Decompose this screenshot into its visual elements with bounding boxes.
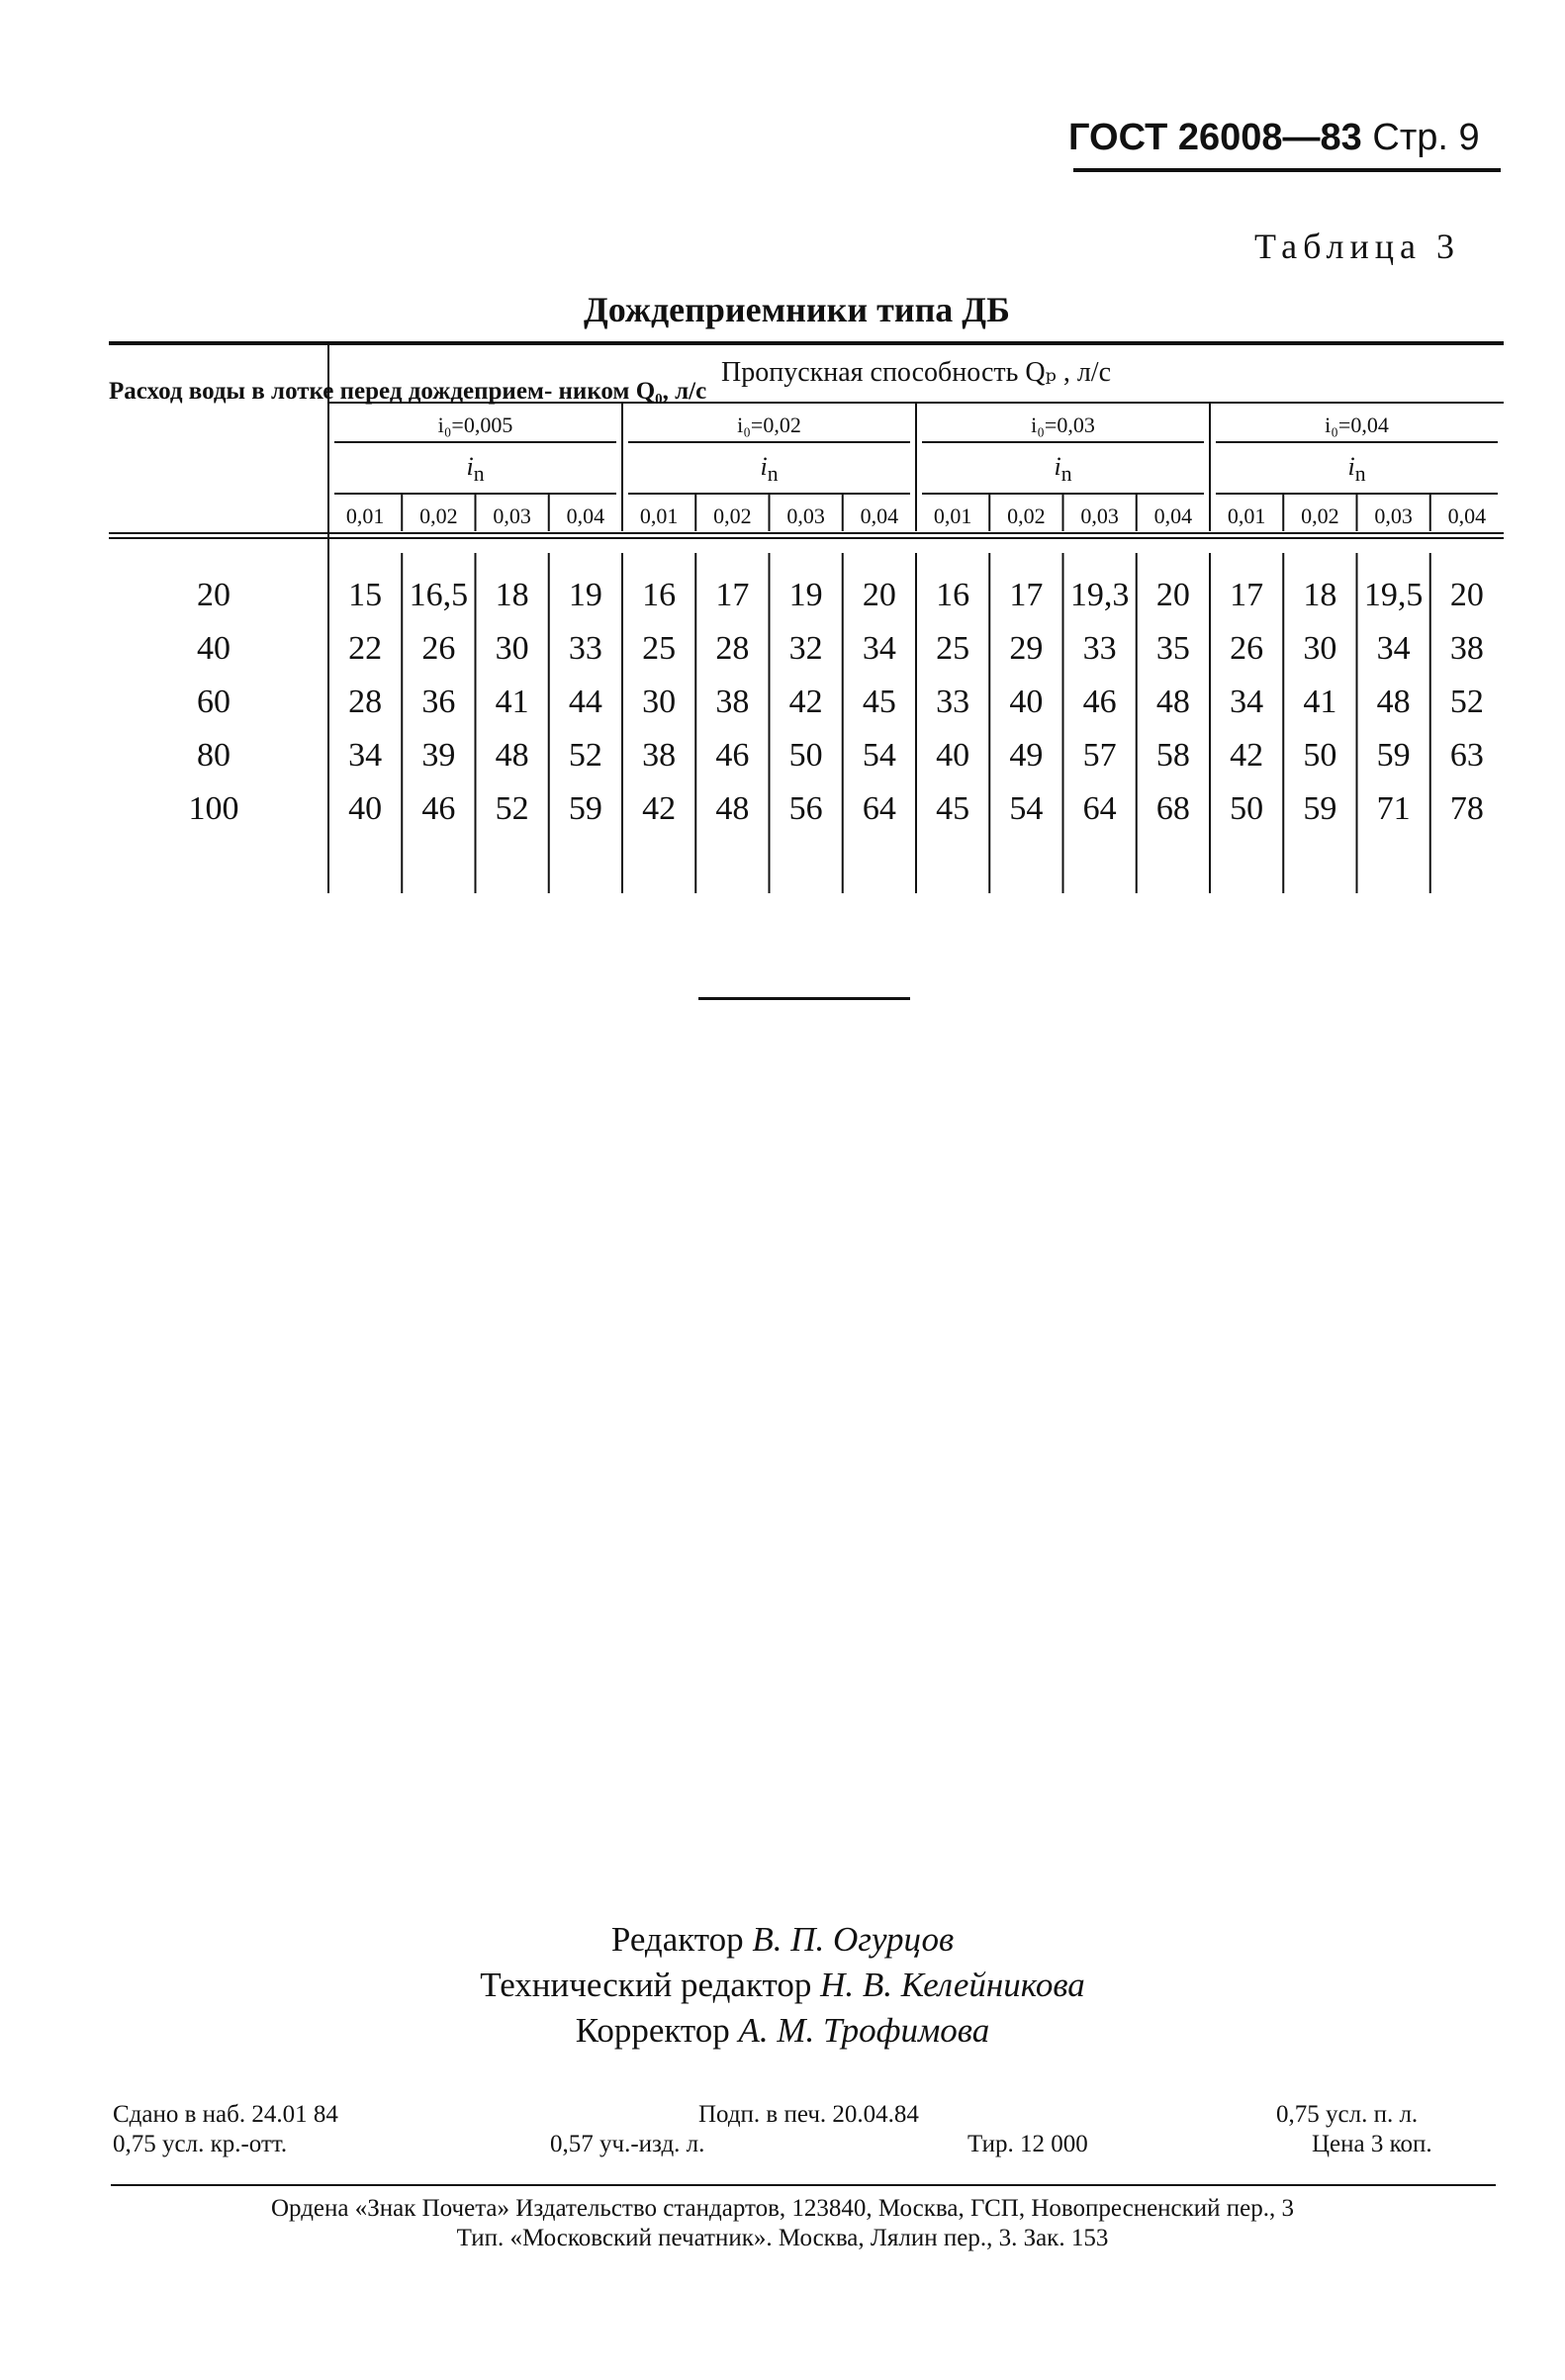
- capacity-value: 48: [1376, 684, 1411, 720]
- capacity-value: 63: [1449, 737, 1484, 774]
- capacity-value: 41: [1303, 684, 1337, 720]
- capacity-value: 20: [1155, 577, 1190, 613]
- capacity-value: 68: [1155, 790, 1190, 827]
- capacity-value: 25: [642, 630, 677, 667]
- slope-index: n: [1354, 462, 1366, 487]
- slope-value: 0,04: [1153, 503, 1193, 528]
- capacity-value: 52: [1449, 684, 1484, 720]
- capacity-value: 26: [421, 630, 456, 667]
- capacity-value: 46: [715, 737, 750, 774]
- editor-name: В. П. Огурцов: [752, 1920, 955, 1959]
- capacity-value: 48: [1155, 684, 1190, 720]
- capacity-value: 42: [1230, 737, 1264, 774]
- standard-number: ГОСТ 26008—83: [1068, 117, 1362, 158]
- capacity-value: 17: [1009, 577, 1044, 613]
- capacity-value: 44: [568, 684, 602, 720]
- slope-subheader: [622, 452, 916, 487]
- capacity-value: 41: [495, 684, 529, 720]
- capacity-value: 58: [1155, 737, 1190, 774]
- credit-editor: [0, 1917, 1565, 1963]
- capacity-value: 36: [421, 684, 456, 720]
- capacity-value: 17: [1230, 577, 1264, 613]
- capacity-value: 50: [788, 737, 823, 774]
- capacity-value: 33: [936, 684, 970, 720]
- capacity-value: 54: [862, 737, 896, 774]
- capacity-value: 35: [1155, 630, 1190, 667]
- corrector-label: Корректор: [575, 2011, 730, 2050]
- flow-value: 40: [197, 630, 230, 667]
- credit-corrector: [0, 2008, 1565, 2054]
- slope-subheader: [1210, 452, 1504, 487]
- slope-value: 0,02: [713, 503, 752, 528]
- capacity-header: Пропускная способность Qₚ , л/с: [720, 357, 1112, 388]
- capacity-value: 64: [862, 790, 896, 827]
- flow-value: 80: [197, 737, 230, 774]
- capacity-value: 71: [1376, 790, 1411, 827]
- capacity-value: 59: [568, 790, 602, 827]
- table-label: Таблица 3: [1254, 227, 1460, 266]
- imprint-signed: Подп. в печ. 20.04.84: [698, 2101, 919, 2128]
- capacity-value: 59: [1376, 737, 1411, 774]
- capacity-table: [109, 341, 1504, 895]
- capacity-value: 30: [1303, 630, 1337, 667]
- capacity-value: 20: [1449, 577, 1484, 613]
- capacity-value: 34: [1230, 684, 1264, 720]
- publisher-line-2: Тип. «Московский печатник». Москва, Лялин пер., 3. Зак. 153: [456, 2225, 1109, 2251]
- capacity-value: 30: [642, 684, 677, 720]
- imprint-rule: [111, 2184, 1496, 2186]
- imprint-color-prints: 0,75 усл. кр.-отт.: [113, 2131, 288, 2157]
- slope-value: 0,02: [419, 503, 458, 528]
- capacity-value: 40: [936, 737, 970, 774]
- capacity-value: 28: [715, 630, 750, 667]
- slope-symbol: i: [1347, 452, 1355, 481]
- capacity-value: 19,3: [1069, 577, 1130, 613]
- capacity-value: 40: [348, 790, 383, 827]
- capacity-value: 29: [1009, 630, 1044, 667]
- stub-header: Расход воды в лотке перед дождеприем- ником Q₀, л/с: [109, 378, 707, 405]
- capacity-value: 50: [1230, 790, 1264, 827]
- capacity-value: 42: [642, 790, 677, 827]
- imprint-price: Цена 3 коп.: [1312, 2131, 1432, 2157]
- capacity-value: 38: [715, 684, 750, 720]
- capacity-value: 19,5: [1363, 577, 1424, 613]
- table-title: Дождеприемники типа ДБ: [584, 290, 1010, 329]
- capacity-value: 18: [495, 577, 529, 613]
- capacity-value: 28: [348, 684, 383, 720]
- slope-symbol: i: [760, 452, 768, 481]
- header-rule: [1073, 168, 1501, 172]
- flow-value: 100: [188, 790, 239, 827]
- capacity-value: 30: [495, 630, 529, 667]
- capacity-value: 33: [1082, 630, 1117, 667]
- slope-value: 0,01: [1227, 503, 1266, 528]
- corrector-name: А. М. Трофимова: [738, 2011, 990, 2050]
- capacity-value: 64: [1082, 790, 1117, 827]
- slope-value: 0,02: [1301, 503, 1339, 528]
- slope-value: 0,03: [1080, 503, 1119, 528]
- capacity-value: 57: [1082, 737, 1117, 774]
- slope-symbol: i: [466, 452, 474, 481]
- capacity-value: 38: [642, 737, 677, 774]
- slope-value: 0,04: [566, 503, 605, 528]
- capacity-value: 39: [421, 737, 456, 774]
- credit-tech-editor: [0, 1963, 1565, 2008]
- capacity-value: 52: [495, 790, 529, 827]
- document-header: [1068, 117, 1480, 159]
- capacity-value: 19: [788, 577, 823, 613]
- capacity-value: 26: [1230, 630, 1264, 667]
- capacity-value: 19: [568, 577, 602, 613]
- slope-value: 0,02: [1007, 503, 1046, 528]
- capacity-value: 32: [788, 630, 823, 667]
- slope-value: 0,03: [1374, 503, 1413, 528]
- capacity-value: 25: [936, 630, 970, 667]
- tech-editor-name: Н. В. Келейникова: [820, 1966, 1085, 2004]
- capacity-value: 48: [715, 790, 750, 827]
- slope-value: 0,03: [493, 503, 531, 528]
- separator-rule: [698, 997, 910, 1000]
- capacity-value: 45: [936, 790, 970, 827]
- capacity-value: 50: [1303, 737, 1337, 774]
- capacity-value: 45: [862, 684, 896, 720]
- group-header: i₀=0,04: [1325, 412, 1389, 437]
- capacity-value: 34: [862, 630, 896, 667]
- slope-index: n: [767, 462, 779, 487]
- capacity-value: 54: [1009, 790, 1044, 827]
- capacity-value: 34: [1376, 630, 1411, 667]
- slope-value: 0,01: [933, 503, 972, 528]
- capacity-value: 46: [1082, 684, 1117, 720]
- capacity-value: 42: [788, 684, 823, 720]
- slope-symbol: i: [1054, 452, 1061, 481]
- slope-value: 0,03: [786, 503, 825, 528]
- capacity-value: 78: [1449, 790, 1484, 827]
- capacity-value: 49: [1009, 737, 1044, 774]
- capacity-value: 22: [348, 630, 383, 667]
- capacity-value: 33: [568, 630, 602, 667]
- capacity-value: 34: [348, 737, 383, 774]
- capacity-value: 16,5: [409, 577, 469, 613]
- capacity-value: 16: [642, 577, 677, 613]
- capacity-value: 20: [862, 577, 896, 613]
- flow-value: 20: [197, 577, 230, 613]
- capacity-value: 17: [715, 577, 750, 613]
- capacity-value: 48: [495, 737, 529, 774]
- group-header: i₀=0,02: [737, 412, 801, 437]
- slope-value: 0,04: [860, 503, 899, 528]
- publisher-line-1: Ордена «Знак Почета» Издательство стандартов, 123840, Москва, ГСП, Новопресненский пер., 3: [270, 2195, 1295, 2222]
- slope-index: n: [1060, 462, 1072, 487]
- capacity-value: 59: [1303, 790, 1337, 827]
- editor-label: Редактор: [610, 1920, 744, 1959]
- group-header: i₀=0,03: [1031, 412, 1095, 437]
- capacity-value: 56: [788, 790, 823, 827]
- capacity-value: 46: [421, 790, 456, 827]
- slope-value: 0,01: [345, 503, 385, 528]
- imprint-circulation: Тир. 12 000: [967, 2131, 1088, 2157]
- slope-index: n: [473, 462, 485, 487]
- capacity-value: 18: [1303, 577, 1337, 613]
- imprint-sheets: 0,75 усл. п. л.: [1276, 2101, 1419, 2128]
- group-header: i₀=0,005: [437, 412, 513, 437]
- flow-value: 60: [197, 684, 230, 720]
- tech-editor-label: Технический редактор: [480, 1966, 812, 2004]
- imprint-publisher-sheets: 0,57 уч.-изд. л.: [550, 2131, 705, 2157]
- page-number: Стр. 9: [1372, 117, 1480, 158]
- capacity-value: 16: [936, 577, 970, 613]
- capacity-value: 15: [348, 577, 383, 613]
- capacity-value: 52: [568, 737, 602, 774]
- capacity-value: 40: [1009, 684, 1044, 720]
- imprint-submitted: Сдано в наб. 24.01 84: [113, 2101, 338, 2128]
- slope-subheader: [916, 452, 1210, 487]
- slope-subheader: [328, 452, 622, 487]
- capacity-value: 38: [1449, 630, 1484, 667]
- slope-value: 0,01: [639, 503, 679, 528]
- slope-value: 0,04: [1447, 503, 1487, 528]
